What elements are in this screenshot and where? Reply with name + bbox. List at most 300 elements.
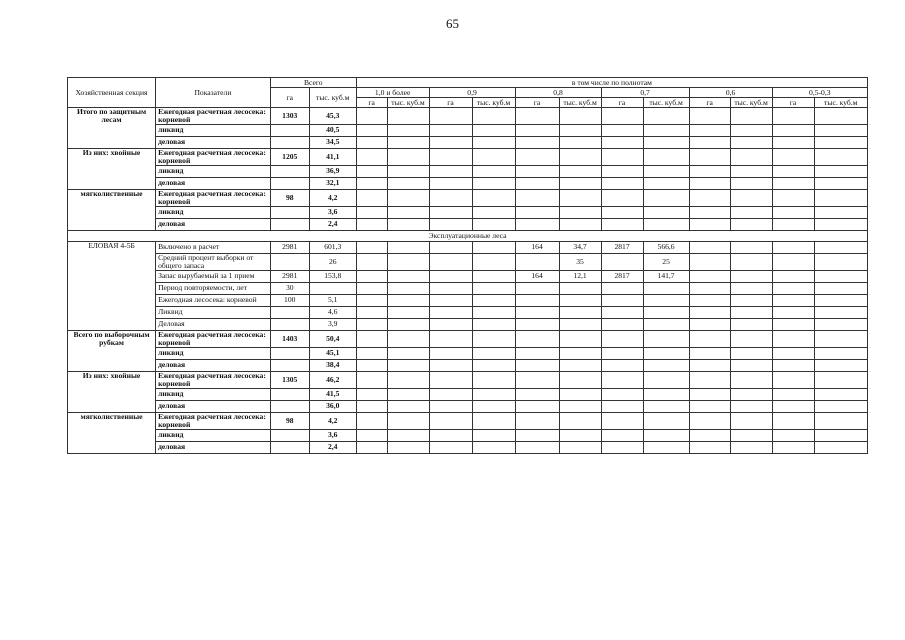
density-cell [689, 318, 730, 330]
total-vol: 34,5 [309, 136, 356, 148]
density-cell [772, 347, 814, 359]
density-cell [814, 441, 867, 453]
density-cell [772, 400, 814, 412]
density-cell [387, 412, 429, 429]
header-indicators: Показатели [156, 78, 271, 108]
density-cell [472, 218, 515, 230]
total-vol: 5,1 [309, 294, 356, 306]
section-name: Из них: хвойные [68, 148, 156, 189]
density-cell [472, 306, 515, 318]
density-cell [601, 347, 643, 359]
density-cell [814, 318, 867, 330]
row-label: деловая [156, 177, 271, 189]
density-cell [772, 148, 814, 165]
table-row [68, 177, 868, 189]
density-cell [689, 412, 730, 429]
table-row [68, 241, 868, 253]
density-cell [643, 108, 689, 125]
density-cell [601, 330, 643, 347]
section-name: мягколиственные [68, 189, 156, 230]
density-cell [515, 294, 559, 306]
density-cell [515, 282, 559, 294]
density-cell [387, 294, 429, 306]
density-cell [601, 388, 643, 400]
header-density: 0,5-0,3 [772, 88, 867, 98]
total-ha: 1303 [270, 108, 309, 125]
density-cell [772, 253, 814, 270]
total-ha [270, 124, 309, 136]
row-label: Ликвид [156, 306, 271, 318]
density-cell [772, 294, 814, 306]
density-cell [730, 165, 772, 177]
table-body [68, 108, 868, 454]
density-cell [515, 177, 559, 189]
density-cell [730, 282, 772, 294]
density-cell [472, 347, 515, 359]
density-cell [472, 241, 515, 253]
table-row [68, 124, 868, 136]
density-cell [772, 165, 814, 177]
total-ha [270, 318, 309, 330]
density-cell [515, 108, 559, 125]
density-cell [356, 294, 387, 306]
density-cell [689, 136, 730, 148]
total-ha: 1403 [270, 330, 309, 347]
density-cell [356, 318, 387, 330]
density-cell [356, 148, 387, 165]
density-cell [356, 218, 387, 230]
total-vol: 45,3 [309, 108, 356, 125]
density-cell [601, 189, 643, 206]
density-cell [387, 206, 429, 218]
density-cell: 34,7 [559, 241, 601, 253]
density-cell [689, 218, 730, 230]
section-name: Всего по выборочным рубкам [68, 330, 156, 371]
density-cell [730, 388, 772, 400]
density-cell [772, 412, 814, 429]
density-cell [472, 165, 515, 177]
density-cell [356, 441, 387, 453]
density-cell [689, 306, 730, 318]
density-cell [601, 294, 643, 306]
density-cell [814, 412, 867, 429]
density-cell [429, 306, 472, 318]
row-label: Включено в расчет [156, 241, 271, 253]
density-cell [387, 359, 429, 371]
density-cell [429, 388, 472, 400]
density-cell [601, 441, 643, 453]
section-name: мягколиственные [68, 412, 156, 453]
total-vol: 4,2 [309, 189, 356, 206]
density-cell [472, 371, 515, 388]
density-cell [356, 359, 387, 371]
table-row [68, 429, 868, 441]
density-cell [601, 412, 643, 429]
density-cell [643, 218, 689, 230]
total-ha [270, 359, 309, 371]
density-cell [814, 241, 867, 253]
density-cell [730, 270, 772, 282]
density-cell [772, 282, 814, 294]
row-label: Запас вырубаемый за 1 прием [156, 270, 271, 282]
density-cell [601, 148, 643, 165]
density-cell [515, 189, 559, 206]
total-ha [270, 429, 309, 441]
density-cell [387, 253, 429, 270]
density-cell [772, 270, 814, 282]
density-cell [814, 400, 867, 412]
density-cell [356, 330, 387, 347]
density-cell: 2817 [601, 270, 643, 282]
total-vol: 40,5 [309, 124, 356, 136]
density-cell [730, 189, 772, 206]
density-cell [429, 330, 472, 347]
header-unit: га [356, 98, 387, 108]
density-cell [643, 282, 689, 294]
density-cell [472, 412, 515, 429]
density-cell [429, 282, 472, 294]
total-vol [309, 282, 356, 294]
total-vol: 4,2 [309, 412, 356, 429]
density-cell [772, 318, 814, 330]
density-cell [730, 218, 772, 230]
density-cell [772, 441, 814, 453]
total-ha: 1305 [270, 371, 309, 388]
density-cell [730, 206, 772, 218]
table-row [68, 165, 868, 177]
row-label: деловая [156, 441, 271, 453]
header-unit: га [689, 98, 730, 108]
density-cell [515, 253, 559, 270]
density-cell [601, 253, 643, 270]
density-cell [356, 136, 387, 148]
density-cell [814, 124, 867, 136]
density-cell [689, 165, 730, 177]
density-cell [814, 306, 867, 318]
total-ha: 2981 [270, 270, 309, 282]
density-cell [730, 400, 772, 412]
density-cell [814, 165, 867, 177]
total-vol: 2,4 [309, 441, 356, 453]
density-cell [689, 241, 730, 253]
density-cell [429, 371, 472, 388]
header-unit: тыс. куб.м [814, 98, 867, 108]
density-cell [643, 330, 689, 347]
density-cell [356, 429, 387, 441]
density-cell [814, 330, 867, 347]
density-cell [559, 388, 601, 400]
table-row [68, 108, 868, 125]
density-cell [472, 124, 515, 136]
section-name: ЕЛОВАЯ 4-5Б [68, 241, 156, 330]
row-label: Деловая [156, 318, 271, 330]
total-ha: 100 [270, 294, 309, 306]
total-ha: 30 [270, 282, 309, 294]
density-cell [515, 330, 559, 347]
density-cell [689, 400, 730, 412]
header-unit: га [429, 98, 472, 108]
density-cell [730, 294, 772, 306]
header-unit: тыс. куб.м [387, 98, 429, 108]
table-row [68, 412, 868, 429]
density-cell [772, 306, 814, 318]
density-cell [559, 412, 601, 429]
table-row [68, 400, 868, 412]
density-cell [559, 429, 601, 441]
density-cell [472, 108, 515, 125]
density-cell [472, 189, 515, 206]
density-cell [429, 347, 472, 359]
density-cell [356, 400, 387, 412]
table-row [68, 441, 868, 453]
density-cell [472, 206, 515, 218]
total-ha [270, 400, 309, 412]
density-cell [643, 189, 689, 206]
density-cell [387, 306, 429, 318]
density-cell [643, 347, 689, 359]
density-cell [689, 148, 730, 165]
density-cell: 12,1 [559, 270, 601, 282]
total-ha [270, 306, 309, 318]
density-cell [429, 148, 472, 165]
density-cell [601, 165, 643, 177]
density-cell [387, 177, 429, 189]
density-cell [472, 270, 515, 282]
density-cell [387, 270, 429, 282]
density-cell [515, 165, 559, 177]
density-cell [601, 108, 643, 125]
density-cell [689, 270, 730, 282]
density-cell [601, 282, 643, 294]
density-cell [515, 206, 559, 218]
density-cell [643, 412, 689, 429]
density-cell [814, 388, 867, 400]
density-cell [356, 270, 387, 282]
density-cell [387, 218, 429, 230]
header-density: 0,8 [515, 88, 601, 98]
density-cell [772, 330, 814, 347]
header-unit: тыс. куб.м [559, 98, 601, 108]
density-cell [429, 253, 472, 270]
density-cell [515, 359, 559, 371]
density-cell [472, 282, 515, 294]
density-cell [559, 441, 601, 453]
density-cell: 141,7 [643, 270, 689, 282]
density-cell [601, 371, 643, 388]
density-cell [356, 347, 387, 359]
density-cell [356, 206, 387, 218]
density-cell [730, 412, 772, 429]
table-row [68, 359, 868, 371]
row-label: ликвид [156, 429, 271, 441]
table-row [68, 388, 868, 400]
density-cell [689, 388, 730, 400]
density-cell [515, 136, 559, 148]
density-cell [429, 206, 472, 218]
density-cell [387, 241, 429, 253]
density-cell [472, 148, 515, 165]
total-vol: 38,4 [309, 359, 356, 371]
row-label: Ежегодная расчетная лесосека: корневой [156, 371, 271, 388]
density-cell [559, 189, 601, 206]
row-label: Ежегодная расчетная лесосека: корневой [156, 189, 271, 206]
total-ha [270, 253, 309, 270]
section-name: Из них: хвойные [68, 371, 156, 412]
density-cell [472, 177, 515, 189]
density-cell [772, 108, 814, 125]
row-label: Ежегодная расчетная лесосека: корневой [156, 330, 271, 347]
header-unit: тыс. куб.м [730, 98, 772, 108]
table-row [68, 206, 868, 218]
density-cell [429, 108, 472, 125]
total-ha [270, 206, 309, 218]
density-cell [559, 108, 601, 125]
header-by-density: в том числе по полнотам [356, 78, 867, 88]
density-cell [559, 371, 601, 388]
density-cell [689, 177, 730, 189]
density-cell [472, 359, 515, 371]
section-name: Итого по защитным лесам [68, 108, 156, 149]
density-cell [387, 330, 429, 347]
density-cell [429, 318, 472, 330]
separator-row [68, 230, 868, 241]
density-cell [772, 218, 814, 230]
header-density: 1,0 и более [356, 88, 429, 98]
density-cell [559, 218, 601, 230]
density-cell [730, 108, 772, 125]
density-cell [730, 241, 772, 253]
density-cell [356, 306, 387, 318]
density-cell [643, 318, 689, 330]
density-cell [814, 218, 867, 230]
density-cell [356, 388, 387, 400]
row-label: ликвид [156, 124, 271, 136]
density-cell [643, 388, 689, 400]
density-cell [730, 177, 772, 189]
density-cell [559, 124, 601, 136]
total-ha: 98 [270, 412, 309, 429]
total-vol: 45,1 [309, 347, 356, 359]
density-cell [689, 189, 730, 206]
total-ha: 2981 [270, 241, 309, 253]
row-label: ликвид [156, 165, 271, 177]
density-cell [387, 282, 429, 294]
density-cell [356, 412, 387, 429]
separator-label: Эксплуатационные леса [68, 230, 868, 241]
header-unit: га [601, 98, 643, 108]
density-cell [601, 306, 643, 318]
row-label: ликвид [156, 206, 271, 218]
total-vol: 4,6 [309, 306, 356, 318]
density-cell [643, 148, 689, 165]
density-cell: 35 [559, 253, 601, 270]
header-section: Хозяйственная секция [68, 78, 156, 108]
total-vol: 36,9 [309, 165, 356, 177]
density-cell [601, 206, 643, 218]
density-cell [429, 400, 472, 412]
row-label: Период повторяемости, лет [156, 282, 271, 294]
table-row [68, 306, 868, 318]
table-row [68, 330, 868, 347]
density-cell [387, 148, 429, 165]
density-cell [814, 206, 867, 218]
density-cell [730, 253, 772, 270]
density-cell [814, 347, 867, 359]
row-label: Ежегодная расчетная лесосека: корневой [156, 148, 271, 165]
total-vol: 41,1 [309, 148, 356, 165]
density-cell [387, 441, 429, 453]
density-cell [515, 371, 559, 388]
total-ha [270, 441, 309, 453]
header-unit: тыс. куб.м [643, 98, 689, 108]
density-cell [559, 330, 601, 347]
density-cell [559, 318, 601, 330]
density-cell [559, 282, 601, 294]
row-label: Ежегодная лесосека: корневой [156, 294, 271, 306]
density-cell: 25 [643, 253, 689, 270]
density-cell [387, 400, 429, 412]
density-cell [772, 136, 814, 148]
total-ha [270, 347, 309, 359]
table-row [68, 294, 868, 306]
density-cell [730, 441, 772, 453]
density-cell [814, 189, 867, 206]
density-cell [689, 206, 730, 218]
density-cell [814, 108, 867, 125]
total-vol: 3,9 [309, 318, 356, 330]
density-cell [472, 429, 515, 441]
density-cell [689, 347, 730, 359]
density-cell [559, 148, 601, 165]
density-cell [559, 294, 601, 306]
density-cell [689, 330, 730, 347]
total-vol: 2,4 [309, 218, 356, 230]
row-label: деловая [156, 400, 271, 412]
total-ha [270, 136, 309, 148]
density-cell [814, 359, 867, 371]
density-cell: 566,6 [643, 241, 689, 253]
table-row [68, 148, 868, 165]
density-cell [429, 136, 472, 148]
density-cell [643, 206, 689, 218]
total-vol: 41,5 [309, 388, 356, 400]
density-cell [730, 136, 772, 148]
density-cell: 2817 [601, 241, 643, 253]
total-vol: 3,6 [309, 206, 356, 218]
density-cell [689, 294, 730, 306]
density-cell [356, 108, 387, 125]
density-cell [601, 318, 643, 330]
total-vol: 26 [309, 253, 356, 270]
density-cell [689, 282, 730, 294]
density-cell [472, 136, 515, 148]
row-label: ликвид [156, 388, 271, 400]
table-row [68, 270, 868, 282]
density-cell: 164 [515, 241, 559, 253]
density-cell [429, 241, 472, 253]
density-cell [689, 108, 730, 125]
density-cell [356, 165, 387, 177]
density-cell [643, 177, 689, 189]
density-cell [387, 124, 429, 136]
row-label: Средний процент выборки от общего запаса [156, 253, 271, 270]
cutting-area-table [67, 77, 868, 454]
density-cell [730, 306, 772, 318]
table-row [68, 371, 868, 388]
density-cell [559, 359, 601, 371]
density-cell [356, 282, 387, 294]
table-row [68, 136, 868, 148]
